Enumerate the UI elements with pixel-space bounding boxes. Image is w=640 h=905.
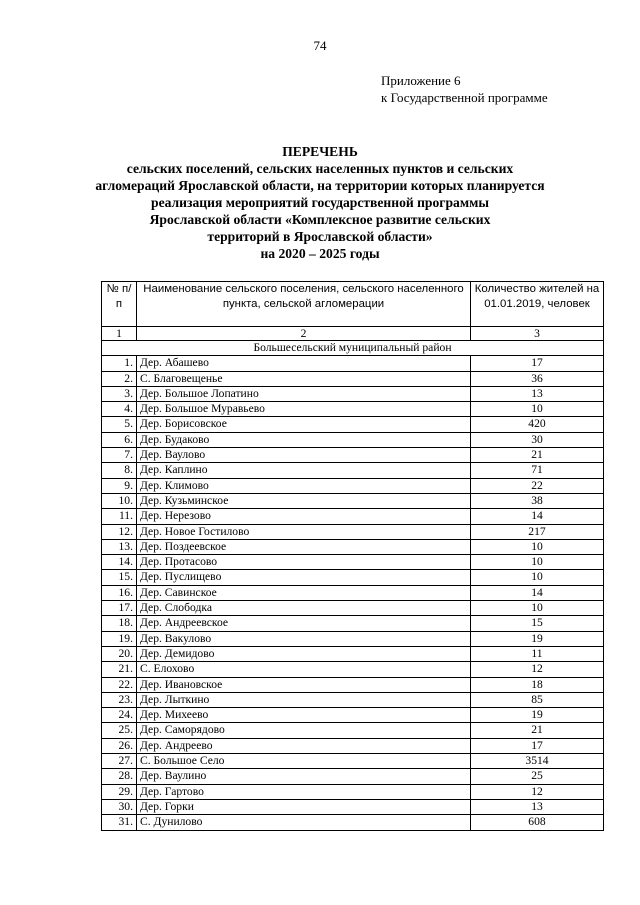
appendix-note (381, 72, 548, 106)
row-number: 17. (102, 601, 137, 616)
page-number: 74 (313, 38, 327, 53)
row-number: 31. (102, 815, 137, 830)
column-index-2: 2 (137, 327, 471, 341)
settlement-name: Дер. Гартово (137, 784, 471, 799)
settlement-name: Дер. Пуслищево (137, 570, 471, 585)
table-row (102, 631, 604, 646)
row-number: 7. (102, 448, 137, 463)
row-number: 3. (102, 386, 137, 401)
settlement-name: Дер. Андреевское (137, 616, 471, 631)
settlement-name: Дер. Лыткино (137, 692, 471, 707)
heading-line-4: реализация мероприятий государственной программы (151, 195, 489, 210)
appendix-line-2: к Государственной программе (381, 90, 548, 105)
population-value: 22 (471, 478, 604, 493)
population-value: 14 (471, 509, 604, 524)
column-index-1: 1 (102, 327, 137, 341)
table-row (102, 784, 604, 799)
row-number: 16. (102, 585, 137, 600)
settlement-name: Дер. Андреево (137, 738, 471, 753)
population-value: 3514 (471, 754, 604, 769)
table-row (102, 478, 604, 493)
settlements-table (101, 281, 604, 831)
heading-line-6: территорий в Ярославской области» (207, 229, 433, 244)
settlement-name: Дер. Поздеевское (137, 539, 471, 554)
settlement-name: С. Благовещенье (137, 371, 471, 386)
settlement-name: Дер. Кузьминское (137, 493, 471, 508)
table-row (102, 493, 604, 508)
settlement-name: Дер. Ваулово (137, 448, 471, 463)
table-row (102, 539, 604, 554)
row-number: 12. (102, 524, 137, 539)
population-value: 17 (471, 356, 604, 371)
heading-line-3: агломераций Ярославской области, на территории которых планируется (95, 178, 545, 193)
settlement-name: Дер. Будаково (137, 432, 471, 447)
settlement-name: Дер. Каплино (137, 463, 471, 478)
appendix-line-1: Приложение 6 (381, 73, 461, 88)
table-row (102, 815, 604, 830)
section-row (102, 341, 604, 356)
population-value: 608 (471, 815, 604, 830)
settlement-name: Дер. Ивановское (137, 677, 471, 692)
table-row (102, 417, 604, 432)
settlement-name: Дер. Протасово (137, 555, 471, 570)
row-number: 15. (102, 570, 137, 585)
row-number: 2. (102, 371, 137, 386)
settlement-name: Дер. Вакулово (137, 631, 471, 646)
population-value: 10 (471, 555, 604, 570)
population-value: 10 (471, 402, 604, 417)
row-number: 29. (102, 784, 137, 799)
row-number: 11. (102, 509, 137, 524)
row-number: 5. (102, 417, 137, 432)
table-row (102, 616, 604, 631)
table-row (102, 448, 604, 463)
row-number: 26. (102, 738, 137, 753)
table-row (102, 585, 604, 600)
row-number: 21. (102, 662, 137, 677)
settlement-name: Дер. Слободка (137, 601, 471, 616)
table-row (102, 555, 604, 570)
row-number: 9. (102, 478, 137, 493)
table-row (102, 799, 604, 814)
row-number: 4. (102, 402, 137, 417)
population-value: 12 (471, 662, 604, 677)
table-row (102, 677, 604, 692)
row-number: 14. (102, 555, 137, 570)
population-value: 217 (471, 524, 604, 539)
column-index-row (102, 327, 604, 341)
population-value: 14 (471, 585, 604, 600)
population-value: 21 (471, 448, 604, 463)
settlement-name: Дер. Михеево (137, 708, 471, 723)
table-row (102, 386, 604, 401)
population-value: 19 (471, 631, 604, 646)
table-row (102, 723, 604, 738)
row-number: 27. (102, 754, 137, 769)
table-row (102, 601, 604, 616)
population-value: 85 (471, 692, 604, 707)
document-heading (70, 143, 570, 262)
population-value: 25 (471, 769, 604, 784)
population-value: 18 (471, 677, 604, 692)
population-value: 10 (471, 570, 604, 585)
header-number: № п/п (102, 282, 137, 327)
header-population: Количество жителей на 01.01.2019, человек (471, 282, 604, 327)
column-index-3: 3 (471, 327, 604, 341)
row-number: 13. (102, 539, 137, 554)
settlement-name: С. Дунилово (137, 815, 471, 830)
population-value: 420 (471, 417, 604, 432)
section-title: Большесельский муниципальный район (102, 341, 604, 356)
row-number: 19. (102, 631, 137, 646)
settlement-name: Дер. Горки (137, 799, 471, 814)
table-row (102, 463, 604, 478)
settlement-name: Дер. Большое Муравьево (137, 402, 471, 417)
population-value: 17 (471, 738, 604, 753)
row-number: 30. (102, 799, 137, 814)
row-number: 22. (102, 677, 137, 692)
heading-title: ПЕРЕЧЕНЬ (282, 144, 358, 159)
table-row (102, 402, 604, 417)
table-row (102, 356, 604, 371)
table-row (102, 524, 604, 539)
row-number: 24. (102, 708, 137, 723)
header-name: Наименование сельского поселения, сельского населенного пункта, сельской агломерации (137, 282, 471, 327)
population-value: 19 (471, 708, 604, 723)
row-number: 20. (102, 646, 137, 661)
row-number: 8. (102, 463, 137, 478)
population-value: 38 (471, 493, 604, 508)
table-row (102, 509, 604, 524)
row-number: 10. (102, 493, 137, 508)
population-value: 30 (471, 432, 604, 447)
settlement-name: Дер. Климово (137, 478, 471, 493)
row-number: 28. (102, 769, 137, 784)
heading-line-2: сельских поселений, сельских населенных пунктов и сельских (126, 161, 514, 176)
population-value: 71 (471, 463, 604, 478)
settlement-name: Дер. Ваулино (137, 769, 471, 784)
population-value: 36 (471, 371, 604, 386)
table-row (102, 662, 604, 677)
table-row (102, 692, 604, 707)
table-row (102, 738, 604, 753)
heading-line-7: на 2020 – 2025 годы (260, 246, 380, 261)
settlement-name: Дер. Большое Лопатино (137, 386, 471, 401)
population-value: 13 (471, 386, 604, 401)
population-value: 11 (471, 646, 604, 661)
table-row (102, 432, 604, 447)
settlement-name: Дер. Демидово (137, 646, 471, 661)
table-row (102, 769, 604, 784)
settlement-name: Дер. Саморядово (137, 723, 471, 738)
heading-line-5: Ярославской области «Комплексное развитие сельских (149, 212, 491, 227)
table-header-row (102, 282, 604, 327)
population-value: 10 (471, 601, 604, 616)
population-value: 12 (471, 784, 604, 799)
row-number: 18. (102, 616, 137, 631)
table-row (102, 754, 604, 769)
table-row (102, 646, 604, 661)
table-row (102, 371, 604, 386)
row-number: 6. (102, 432, 137, 447)
population-value: 21 (471, 723, 604, 738)
table-row (102, 570, 604, 585)
population-value: 13 (471, 799, 604, 814)
settlement-name: С. Елохово (137, 662, 471, 677)
settlement-name: С. Большое Село (137, 754, 471, 769)
population-value: 15 (471, 616, 604, 631)
settlement-name: Дер. Нерезово (137, 509, 471, 524)
row-number: 23. (102, 692, 137, 707)
settlement-name: Дер. Абашево (137, 356, 471, 371)
row-number: 1. (102, 356, 137, 371)
table-row (102, 708, 604, 723)
settlement-name: Дер. Борисовское (137, 417, 471, 432)
population-value: 10 (471, 539, 604, 554)
row-number: 25. (102, 723, 137, 738)
settlement-name: Дер. Савинское (137, 585, 471, 600)
settlement-name: Дер. Новое Гостилово (137, 524, 471, 539)
